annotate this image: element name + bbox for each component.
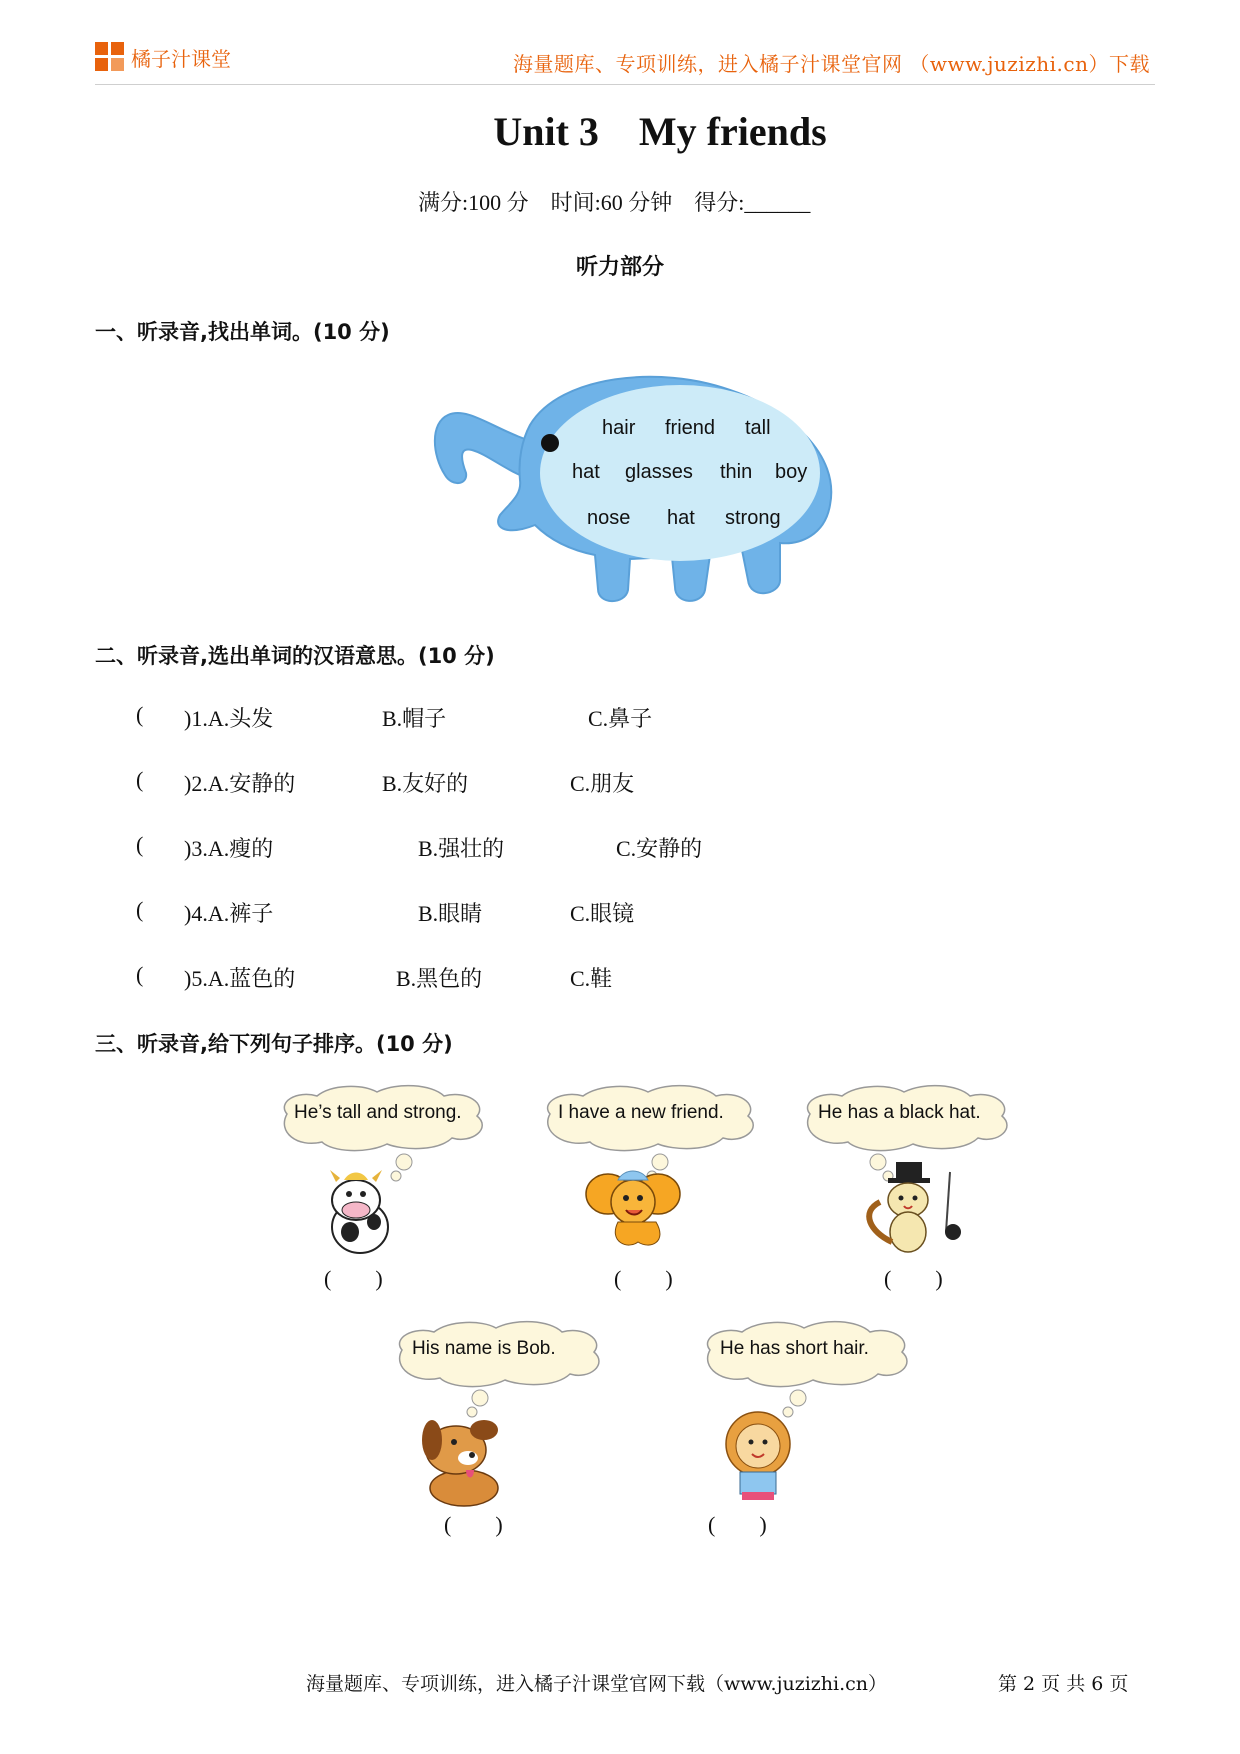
option-c: C.朋友 <box>570 771 635 796</box>
q3-card-cat <box>800 1082 1020 1291</box>
q3-card-dog <box>392 1318 612 1537</box>
q1-title: 一、听录音,找出单词。(10 分) <box>95 320 390 344</box>
word-friend: friend <box>665 417 716 439</box>
option-a: )4.A.裤子 <box>184 901 274 926</box>
option-b: B.眼睛 <box>418 901 483 926</box>
q3-card-lion <box>700 1318 920 1537</box>
q3-title: 三、听录音,给下列句子排序。(10 分) <box>95 1032 453 1056</box>
brand-logo <box>95 42 231 72</box>
option-a: )2.A.安静的 <box>184 771 296 796</box>
option-b: B.强壮的 <box>418 836 505 861</box>
option-c: C.安静的 <box>616 836 703 861</box>
option-b: B.帽子 <box>382 706 447 731</box>
answer-blank[interactable]: ( <box>136 767 144 792</box>
header-divider <box>95 84 1155 85</box>
header-promo: 海量题库、专项训练，进入橘子汁课堂官网 （www.juzizhi.cn）下载 <box>513 52 1150 76</box>
bubble-text: His name is Bob. <box>412 1338 556 1359</box>
option-b: B.友好的 <box>382 771 469 796</box>
page-title <box>0 108 1240 155</box>
answer-blank[interactable]: ( ) <box>708 1512 767 1537</box>
word-glasses: glasses <box>625 461 693 483</box>
word-strong: strong <box>725 507 781 529</box>
title-unit: Unit 3 <box>493 109 599 154</box>
option-c: C.鼻子 <box>588 706 653 731</box>
word-thin: thin <box>720 461 753 483</box>
orange-squares-icon <box>95 42 125 72</box>
word-hair: hair <box>602 417 636 439</box>
elephant-word-cloud <box>430 365 850 615</box>
answer-blank[interactable]: ( ) <box>884 1266 943 1291</box>
word-hat-2: hat <box>667 507 695 529</box>
option-a: )5.A.蓝色的 <box>184 966 296 991</box>
word-nose: nose <box>587 507 631 529</box>
q3-card-elephant <box>538 1082 768 1291</box>
section-heading: 听力部分 <box>575 254 664 280</box>
option-a: )3.A.瘦的 <box>184 836 274 861</box>
option-a: )1.A.头发 <box>184 706 274 731</box>
bubble-text: He has a black hat. <box>818 1102 981 1123</box>
option-c: C.鞋 <box>570 966 613 991</box>
bubble-text: He’s tall and strong. <box>294 1102 462 1123</box>
word-boy: boy <box>775 461 808 483</box>
answer-blank[interactable]: ( <box>136 702 144 727</box>
answer-blank[interactable]: ( ) <box>324 1266 383 1291</box>
word-hat: hat <box>572 461 600 483</box>
answer-blank[interactable]: ( ) <box>444 1512 503 1537</box>
word-tall: tall <box>745 417 771 439</box>
answer-blank[interactable]: ( <box>136 962 144 987</box>
answer-blank[interactable]: ( ) <box>614 1266 673 1291</box>
brand-name: 橘子汁课堂 <box>131 46 231 71</box>
exam-meta: 满分:100 分 时间:60 分钟 得分:______ <box>418 190 811 215</box>
answer-blank[interactable]: ( <box>136 897 144 922</box>
q3-card-cow <box>272 1082 502 1291</box>
option-c: C.眼镜 <box>570 901 635 926</box>
page-number: 第 2 页 共 6 页 <box>998 1673 1129 1695</box>
answer-blank[interactable]: ( <box>136 832 144 857</box>
bubble-text: I have a new friend. <box>558 1102 724 1123</box>
title-topic: My friends <box>638 109 827 154</box>
q2-title: 二、听录音,选出单词的汉语意思。(10 分) <box>95 644 495 668</box>
footer-text: 海量题库、专项训练，进入橘子汁课堂官网下载（www.juzizhi.cn） <box>306 1673 888 1695</box>
option-b: B.黑色的 <box>396 966 483 991</box>
bubble-text: He has short hair. <box>720 1338 869 1359</box>
